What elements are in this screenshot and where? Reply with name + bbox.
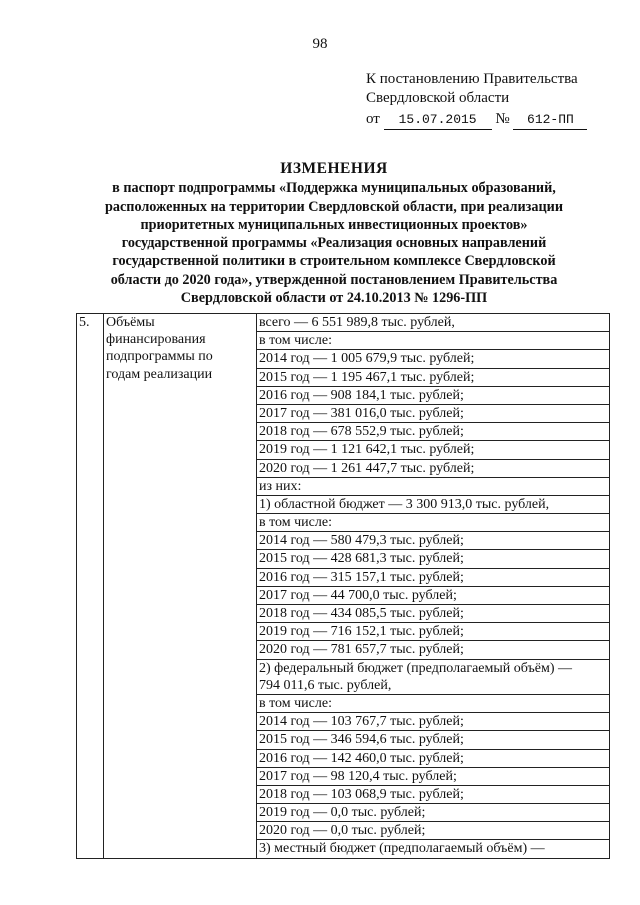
- label-line: подпрограммы по: [106, 349, 213, 365]
- value-line: в том числе:: [257, 332, 609, 350]
- value-line: 2017 год — 44 700,0 тыс. рублей;: [257, 587, 609, 605]
- document-title: [60, 160, 608, 307]
- passport-table: [76, 313, 610, 859]
- resolution-reference: [366, 70, 587, 130]
- value-line: 2020 год — 1 261 447,7 тыс. рублей;: [257, 460, 609, 478]
- value-line: из них:: [257, 478, 609, 496]
- title-line: Свердловской области от 24.10.2013 № 1296-ПП: [180, 290, 488, 307]
- resolution-number: 612-ПП: [513, 110, 587, 130]
- value-line: всего — 6 551 989,8 тыс. рублей,: [257, 314, 609, 332]
- number-prefix: №: [495, 111, 510, 127]
- value-line: 2019 год — 0,0 тыс. рублей;: [257, 804, 609, 822]
- table-row: [77, 314, 610, 859]
- reference-line-2: Свердловской области: [366, 90, 510, 106]
- reference-line-1: К постановлению Правительства: [366, 71, 578, 87]
- value-line: в том числе:: [257, 695, 609, 713]
- resolution-date: 15.07.2015: [384, 110, 492, 130]
- value-line: 2) федеральный бюджет (предполагаемый объём) —: [259, 660, 573, 676]
- value-line: 2019 год — 1 121 642,1 тыс. рублей;: [257, 441, 609, 459]
- value-line: 2017 год — 98 120,4 тыс. рублей;: [257, 768, 609, 786]
- title-line: государственной программы «Реализация основных направлений: [121, 235, 547, 252]
- value-line: 2020 год — 781 657,7 тыс. рублей;: [257, 641, 609, 659]
- value-line: 2015 год — 1 195 467,1 тыс. рублей;: [257, 369, 609, 387]
- value-line: 2018 год — 434 085,5 тыс. рублей;: [257, 605, 609, 623]
- reference-date-line: [366, 110, 587, 130]
- value-line: 2018 год — 103 068,9 тыс. рублей;: [257, 786, 609, 804]
- value-line: 2014 год — 103 767,7 тыс. рублей;: [257, 713, 609, 731]
- value-line: 2015 год — 428 681,3 тыс. рублей;: [257, 550, 609, 568]
- value-line: 794 011,6 тыс. рублей,: [257, 677, 609, 695]
- values-cell: [257, 314, 610, 859]
- value-line: 2019 год — 716 152,1 тыс. рублей;: [257, 623, 609, 641]
- value-line: 2016 год — 315 157,1 тыс. рублей;: [257, 569, 609, 587]
- value-line: 2016 год — 908 184,1 тыс. рублей;: [257, 387, 609, 405]
- value-line: 2020 год — 0,0 тыс. рублей;: [257, 822, 609, 840]
- value-line: 3) местный бюджет (предполагаемый объём) —: [259, 841, 545, 857]
- value-line: 2018 год — 678 552,9 тыс. рублей;: [257, 423, 609, 441]
- date-prefix: от: [366, 111, 380, 127]
- title-main: ИЗМЕНЕНИЯ: [280, 160, 388, 177]
- value-line: 2015 год — 346 594,6 тыс. рублей;: [257, 731, 609, 749]
- label-line: финансирования: [106, 332, 206, 348]
- value-line: 1) областной бюджет — 3 300 913,0 тыс. рублей,: [257, 496, 609, 514]
- value-line: в том числе:: [257, 514, 609, 532]
- title-line: расположенных на территории Свердловской области, при реализации: [104, 198, 563, 215]
- title-line: приоритетных муниципальных инвестиционных проектов»: [140, 216, 528, 233]
- value-line: 2017 год — 381 016,0 тыс. рублей;: [257, 405, 609, 423]
- label-cell: [104, 314, 257, 859]
- title-line: государственной политики в строительном комплексе Свердловской: [112, 253, 556, 270]
- title-line: области до 2020 года», утвержденной постановлением Правительства: [110, 271, 558, 288]
- value-line: 2014 год — 580 479,3 тыс. рублей;: [257, 532, 609, 550]
- title-line: в паспорт подпрограммы «Поддержка муниципальных образований,: [112, 180, 556, 197]
- row-number: 5.: [79, 315, 90, 330]
- label-line: годам реализации: [106, 366, 213, 382]
- row-number-cell: [77, 314, 104, 859]
- label-line: Объёмы: [106, 315, 155, 330]
- value-line: 2016 год — 142 460,0 тыс. рублей;: [257, 750, 609, 768]
- value-line: 2014 год — 1 005 679,9 тыс. рублей;: [257, 350, 609, 368]
- page-number: 98: [312, 36, 328, 52]
